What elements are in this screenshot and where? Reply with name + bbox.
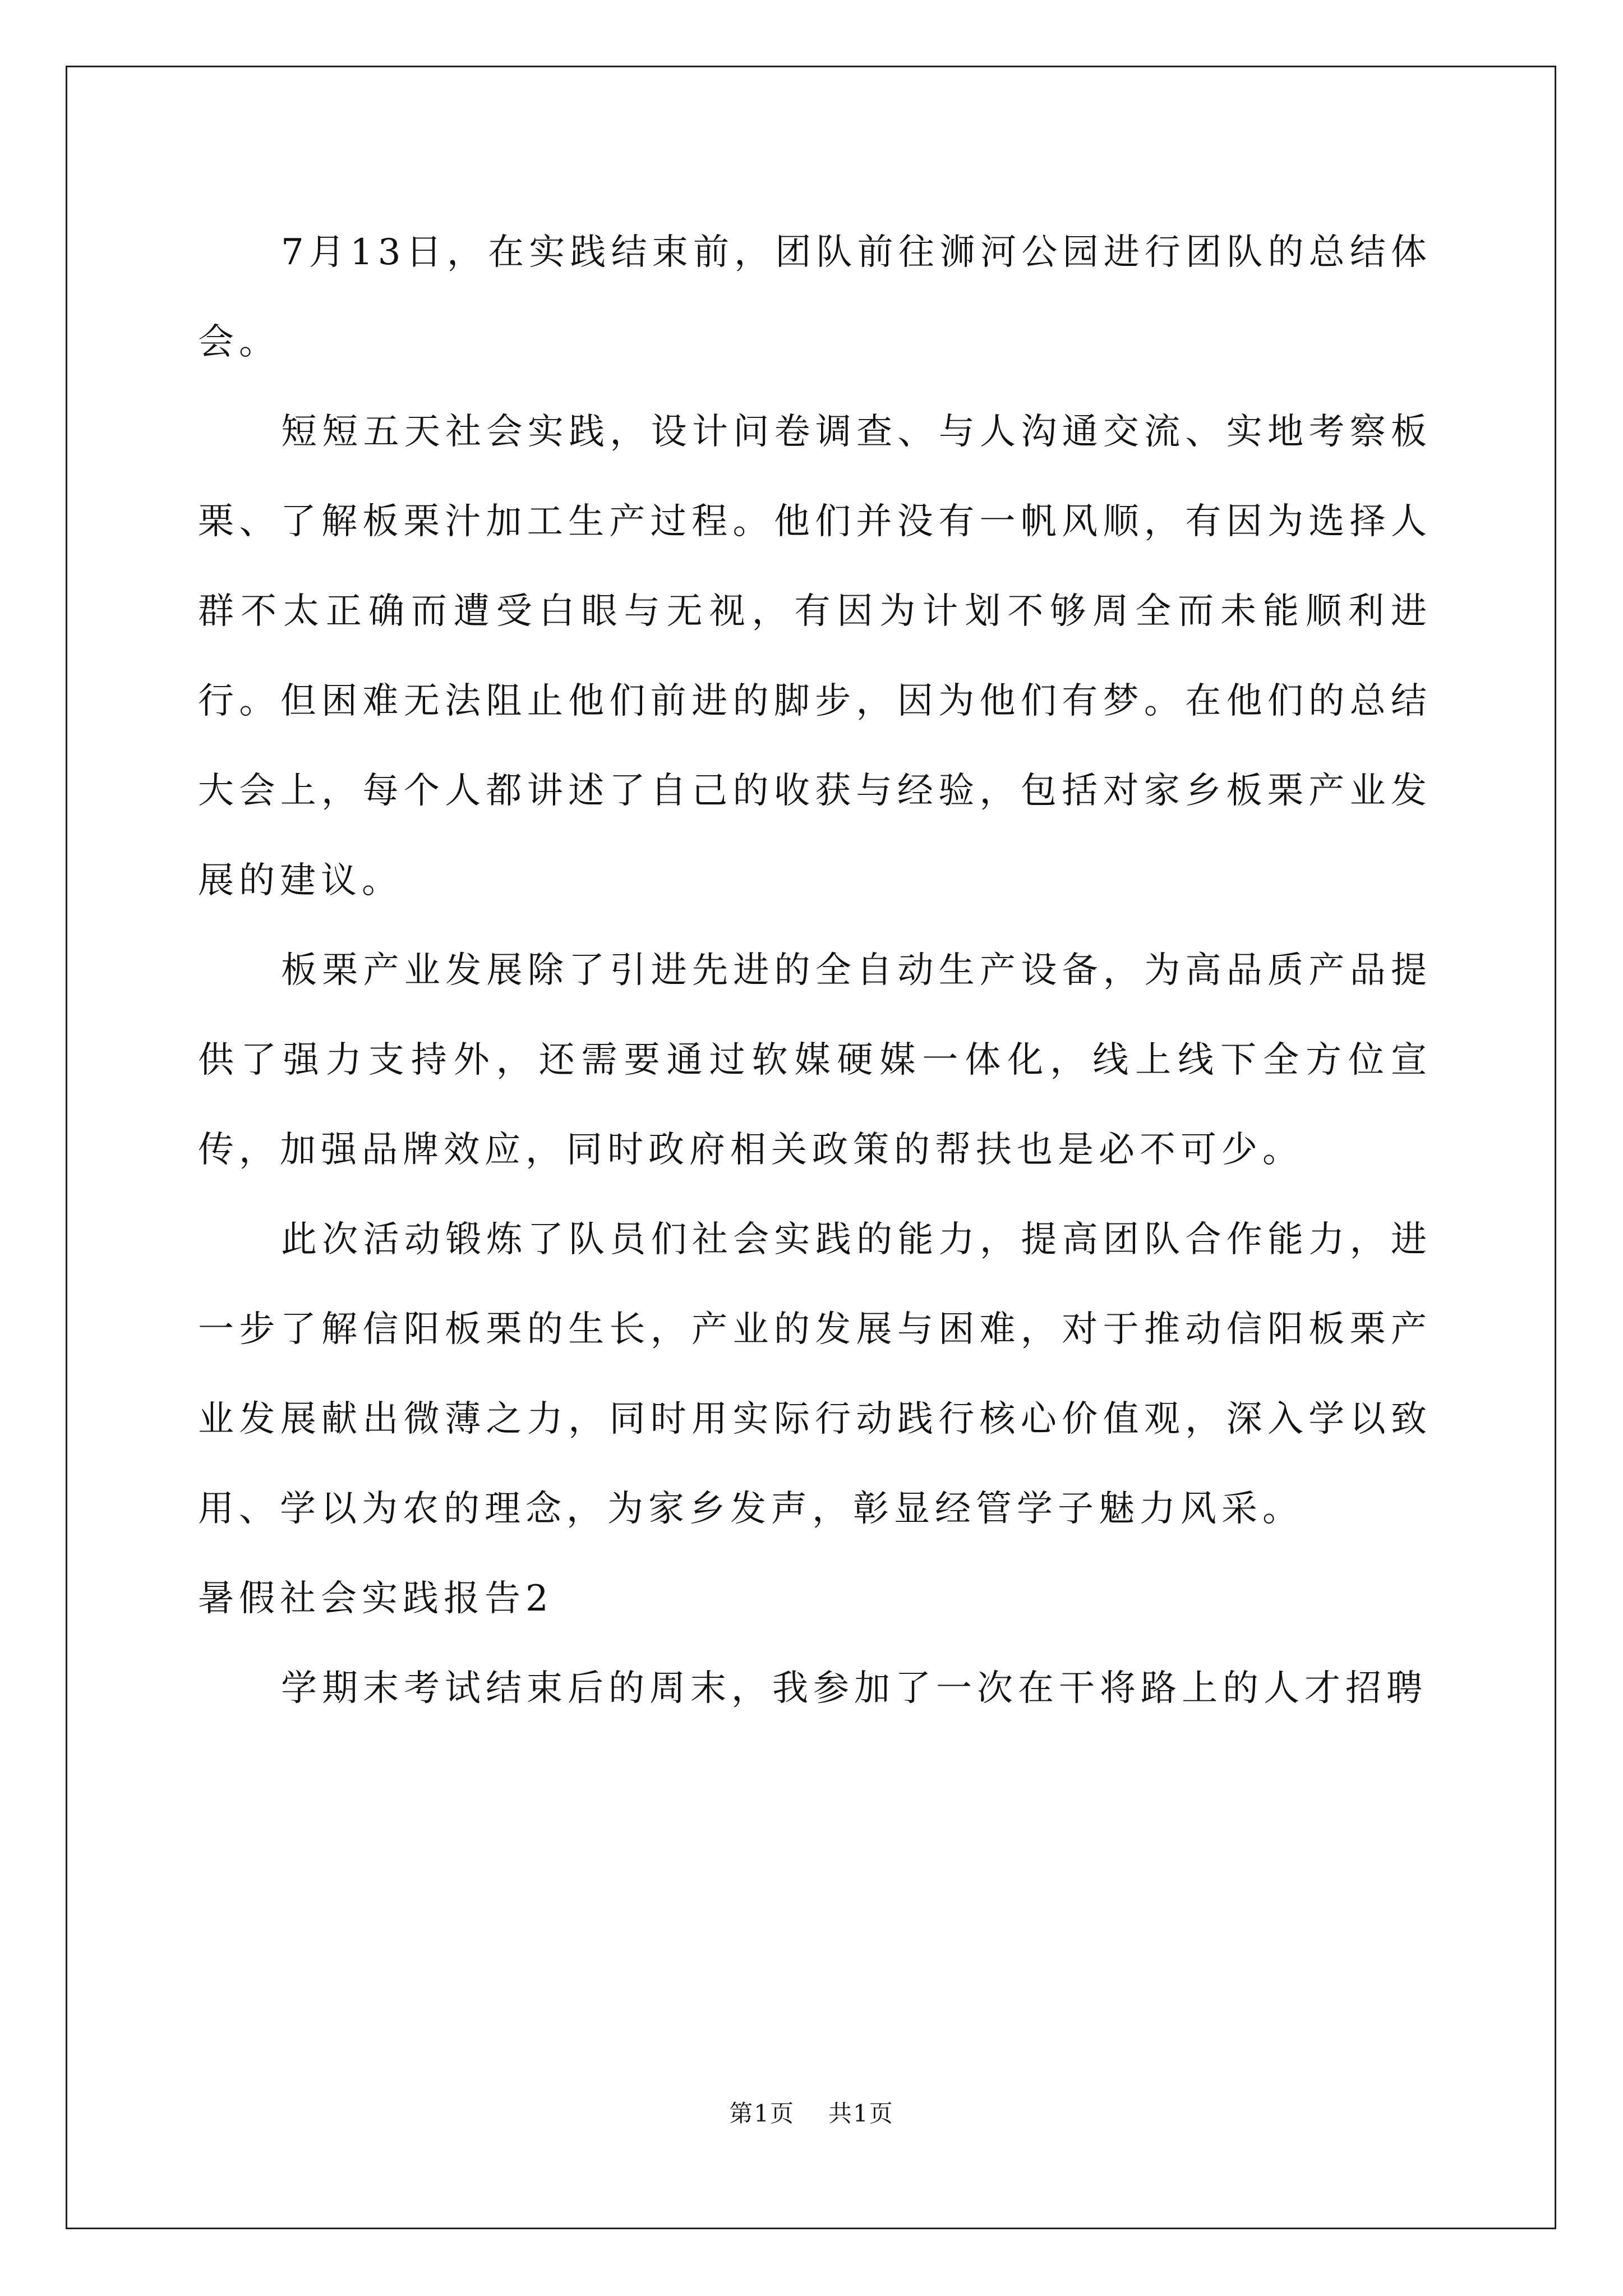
paragraph: 学期末考试结束后的周末，我参加了一次在干将路上的人才招聘	[281, 1668, 1427, 1709]
page-footer	[0, 2095, 1623, 2129]
page-number: 第1页	[729, 2100, 795, 2127]
paragraph: 7月13日，在实践结束前，团队前往浉河公园进行团队的总结体会。	[198, 232, 1432, 363]
paragraph: 此次活动锻炼了队员们社会实践的能力，提高团队合作能力，进一步了解信阳板栗的生长，产业的发展与困难，对于推动信阳板栗产业发展献出微薄之力，同时用实际行动践行核心价值观，深入学以致用、学以为农的理念，为家乡发声，彰显经管学子魅力风采。	[198, 1219, 1432, 1530]
page-total: 共1页	[828, 2100, 894, 2127]
document-body	[198, 208, 1432, 1733]
section-heading: 暑假社会实践报告2	[198, 1578, 554, 1619]
paragraph: 短短五天社会实践，设计问卷调查、与人沟通交流、实地考察板栗、了解板栗汁加工生产过程。他们并没有一帆风顺，有因为选择人群不太正确而遭受白眼与无视，有因为计划不够周全而未能顺利进行。但困难无法阻止他们前进的脚步，因为他们有梦。在他们的总结大会上，每个人都讲述了自己的收获与经验，包括对家乡板栗产业发展的建议。	[198, 411, 1432, 901]
paragraph: 板栗产业发展除了引进先进的全自动生产设备，为高品质产品提供了强力支持外，还需要通过软媒硬媒一体化，线上线下全方位宣传，加强品牌效应，同时政府相关政策的帮扶也是必不可少。	[198, 950, 1432, 1171]
